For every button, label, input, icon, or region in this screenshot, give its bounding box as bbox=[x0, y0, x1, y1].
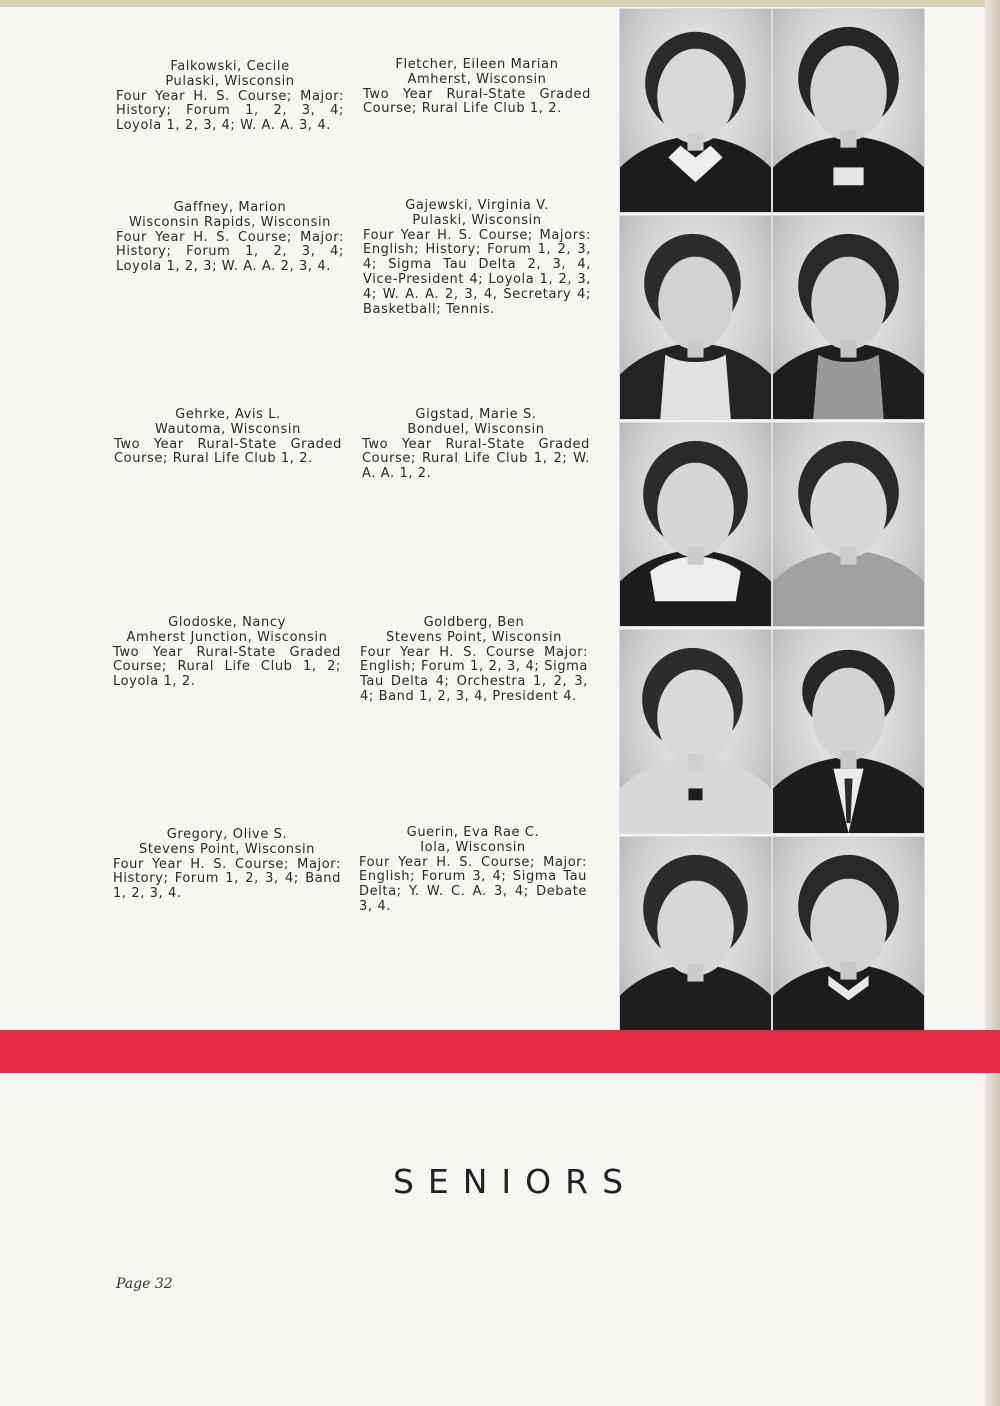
portrait-photo bbox=[772, 215, 925, 420]
portrait-photo bbox=[772, 629, 925, 834]
senior-details: Four Year H. S. Course; Major: History; Forum 1, 2, 3, 4; Loyola 1, 2, 3, 4; W. A. A. 3, 4. bbox=[116, 88, 344, 134]
senior-entry bbox=[359, 826, 587, 915]
portrait-photo bbox=[619, 422, 772, 627]
senior-name: Gajewski, Virginia V. bbox=[405, 198, 549, 213]
senior-entry bbox=[363, 199, 591, 317]
senior-hometown: Wisconsin Rapids, Wisconsin bbox=[128, 214, 332, 230]
senior-hometown: Pulaski, Wisconsin bbox=[412, 212, 542, 228]
senior-name: Glodoske, Nancy bbox=[168, 615, 286, 630]
senior-details: Four Year H. S. Course Major: English; Forum 1, 2, 3, 4; Sigma Tau Delta 4; Orchestra 1, 2, 3, 4; Band 1, 2, 3, 4, President 4. bbox=[360, 644, 588, 704]
senior-hometown: Stevens Point, Wisconsin bbox=[138, 841, 316, 857]
senior-hometown: Iola, Wisconsin bbox=[420, 839, 526, 855]
senior-entry bbox=[362, 408, 590, 482]
portrait-photo bbox=[619, 8, 772, 213]
portrait-grid bbox=[619, 8, 925, 1043]
senior-hometown: Amherst, Wisconsin bbox=[407, 71, 547, 87]
senior-details: Four Year H. S. Course; Major: History; Forum 1, 2, 3, 4; Loyola 1, 2, 3; W. A. A. 2, 3, 4. bbox=[116, 229, 344, 275]
senior-details: Two Year Rural-State Graded Course; Rural Life Club 1, 2; W. A. A. 1, 2. bbox=[362, 436, 590, 482]
portrait-photo bbox=[619, 629, 772, 834]
page-top-border bbox=[0, 0, 1000, 7]
portrait-row bbox=[619, 422, 925, 627]
portrait-row bbox=[619, 836, 925, 1041]
senior-hometown: Bonduel, Wisconsin bbox=[407, 421, 545, 437]
senior-name: Gaffney, Marion bbox=[173, 200, 287, 215]
senior-details: Two Year Rural-State Graded Course; Rural Life Club 1, 2; Loyola 1, 2. bbox=[113, 644, 341, 690]
senior-entry bbox=[363, 58, 591, 117]
portrait-photo bbox=[772, 422, 925, 627]
portrait-photo bbox=[619, 836, 772, 1041]
senior-name: Fletcher, Eileen Marian bbox=[395, 57, 559, 72]
portrait-photo bbox=[772, 8, 925, 213]
senior-hometown: Stevens Point, Wisconsin bbox=[385, 629, 563, 645]
senior-name: Guerin, Eva Rae C. bbox=[406, 825, 540, 840]
senior-entry bbox=[114, 408, 342, 467]
senior-name: Falkowski, Cecile bbox=[170, 59, 290, 74]
senior-details: Two Year Rural-State Graded Course; Rural Life Club 1, 2. bbox=[114, 436, 342, 467]
portrait-row bbox=[619, 215, 925, 420]
senior-name: Goldberg, Ben bbox=[423, 615, 525, 630]
senior-name: Gehrke, Avis L. bbox=[175, 407, 281, 422]
senior-hometown: Pulaski, Wisconsin bbox=[165, 73, 295, 89]
senior-name: Gregory, Olive S. bbox=[166, 827, 288, 842]
senior-details: Four Year H. S. Course; Major: History; Forum 1, 2, 3, 4; Band 1, 2, 3, 4. bbox=[113, 856, 341, 902]
portrait-photo bbox=[772, 836, 925, 1041]
senior-hometown: Amherst Junction, Wisconsin bbox=[126, 629, 328, 645]
senior-name: Gigstad, Marie S. bbox=[415, 407, 537, 422]
senior-entry bbox=[116, 60, 344, 134]
portrait-row bbox=[619, 629, 925, 834]
senior-details: Four Year H. S. Course; Majors: English; History; Forum 1, 2, 3, 4; Sigma Tau Delta 2, 3, 4, Vice-President 4; Loyola 1, 2, 3, 4; W. A. A. 2, 3, 4, Secretary 4; Basketball; Tennis. bbox=[363, 227, 591, 317]
senior-entry bbox=[113, 616, 341, 690]
senior-details: Four Year H. S. Course; Major: English; Forum 3, 4; Sigma Tau Delta; Y. W. C. A. 3, 4; Debate 3, 4. bbox=[359, 854, 587, 914]
senior-hometown: Wautoma, Wisconsin bbox=[155, 421, 301, 437]
portrait-photo bbox=[619, 215, 772, 420]
senior-entry bbox=[116, 201, 344, 275]
senior-entry bbox=[113, 828, 341, 902]
red-divider-band bbox=[0, 1030, 1000, 1073]
portrait-row bbox=[619, 8, 925, 213]
section-title: SENIORS bbox=[392, 1162, 638, 1201]
senior-details: Two Year Rural-State Graded Course; Rural Life Club 1, 2. bbox=[363, 86, 591, 117]
page-number: Page 32 bbox=[116, 1276, 173, 1292]
senior-entry bbox=[360, 616, 588, 705]
